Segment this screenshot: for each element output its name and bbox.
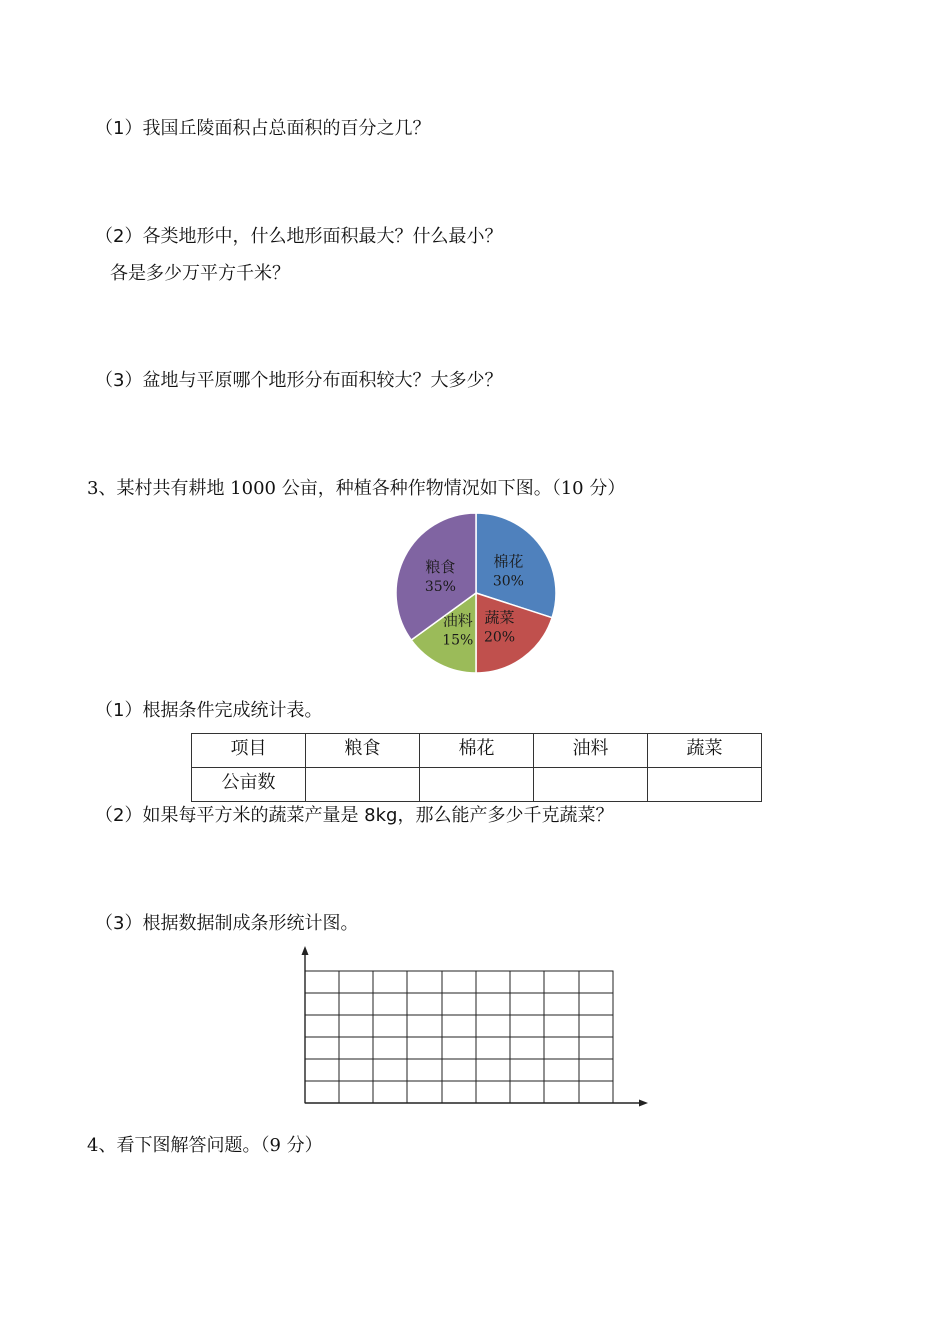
crop-statistics-table bbox=[191, 733, 762, 802]
problem-3-sub-3: （3）根据数据制成条形统计图。 bbox=[95, 913, 359, 934]
crop-pie-chart bbox=[393, 510, 559, 676]
y-axis-arrow-icon bbox=[302, 946, 309, 955]
problem-3-title: 3、某村共有耕地 1000 公亩，种植各种作物情况如下图。（10 分） bbox=[87, 478, 626, 499]
table-header-cell-cotton: 棉花 bbox=[420, 734, 534, 768]
pie-slice-percent: 20% bbox=[483, 629, 516, 646]
problem-3-sub-1: （1）根据条件完成统计表。 bbox=[95, 700, 323, 721]
table-answer-cell-grain[interactable] bbox=[306, 768, 420, 802]
table-header-cell-item: 项目 bbox=[192, 734, 306, 768]
pie-slice-percent: 35% bbox=[424, 578, 456, 595]
table-header-row bbox=[192, 734, 762, 768]
pie-slice-label: 蔬菜 bbox=[484, 608, 515, 627]
table-header-cell-oil: 油料 bbox=[534, 734, 648, 768]
pie-slice-label: 粮食 bbox=[425, 557, 456, 576]
table-row bbox=[192, 768, 762, 802]
table-answer-cell-cotton[interactable] bbox=[420, 768, 534, 802]
question-2-followup: 各是多少万平方千米？ bbox=[110, 263, 290, 284]
x-axis-arrow-icon bbox=[639, 1100, 648, 1107]
table-answer-cell-oil[interactable] bbox=[534, 768, 648, 802]
pie-slice-percent: 15% bbox=[442, 632, 474, 649]
table-header-cell-vegetable: 蔬菜 bbox=[648, 734, 762, 768]
table-answer-cell-vegetable[interactable] bbox=[648, 768, 762, 802]
pie-slice-label: 棉花 bbox=[493, 552, 524, 571]
pie-slice-percent: 30% bbox=[492, 573, 524, 590]
problem-3-sub-2: （2）如果每平方米的蔬菜产量是 8kg，那么能产多少千克蔬菜？ bbox=[95, 805, 614, 826]
problem-4-title: 4、看下图解答问题。（9 分） bbox=[87, 1135, 323, 1156]
pie-slice-label: 油料 bbox=[442, 611, 473, 630]
question-3-basin-plain: （3）盆地与平原哪个地形分布面积较大？大多少？ bbox=[95, 370, 503, 391]
question-1-hills: （1）我国丘陵面积占总面积的百分之几？ bbox=[95, 118, 431, 139]
question-2-largest-smallest: （2）各类地形中，什么地形面积最大？什么最小？ bbox=[95, 226, 503, 247]
table-row-label: 公亩数 bbox=[192, 768, 306, 802]
blank-bar-chart-grid[interactable] bbox=[295, 944, 655, 1110]
table-header-cell-grain: 粮食 bbox=[306, 734, 420, 768]
